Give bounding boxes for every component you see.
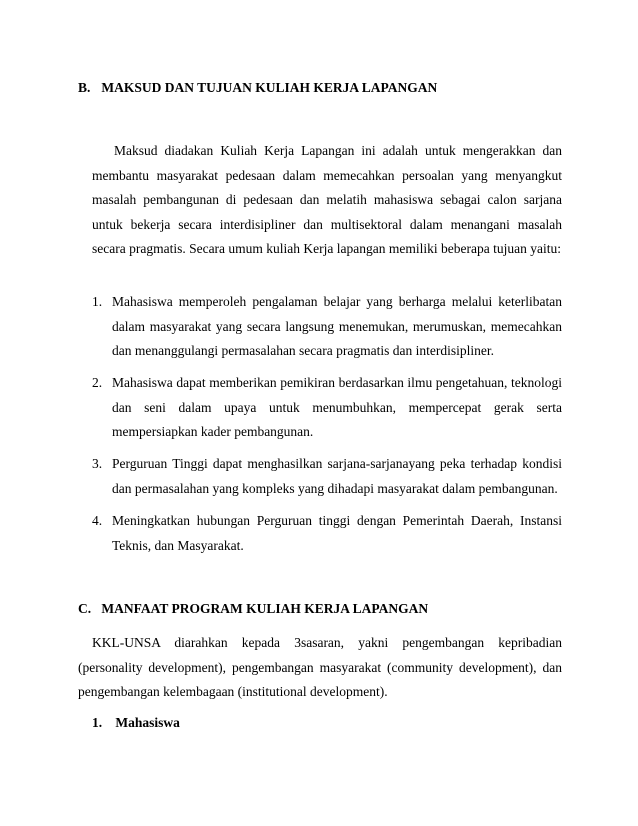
list-item-text: Mahasiswa dapat memberikan pemikiran berdasarkan ilmu pengetahuan, teknologi dan seni dalam upaya untuk menumbuhkan, mempercepat gerak serta mempersiapkan kader pembangunan. [112, 375, 562, 440]
section-b-number: B. [78, 80, 91, 95]
list-item [92, 509, 562, 558]
section-b-intro: Maksud diadakan Kuliah Kerja Lapangan ini adalah untuk mengerakkan dan membantu masyarakat pedesaan dalam memecahkan persoalan yang menyangkut masalah pembangunan di pedesaan dan melatih mahasiswa sebagai calon sarjana untuk bekerja secara interdisipliner dan multisektoral dalam menangani masalah secara pragmatis. Secara umum kuliah Kerja lapangan memiliki beberapa tujuan yaitu: [92, 143, 562, 257]
sub-heading-mahasiswa [92, 715, 180, 731]
section-b-heading [78, 80, 437, 96]
sub-heading-title: Mahasiswa [115, 715, 180, 730]
section-c-title: MANFAAT PROGRAM KULIAH KERJA LAPANGAN [101, 601, 429, 616]
list-item-text: Perguruan Tinggi dapat menghasilkan sarjana-sarjanayang peka terhadap kondisi dan permasalahan yang kompleks yang dihadapi masyarakat dalam pembangunan. [112, 456, 562, 496]
sub-heading-marker: 1. [92, 715, 103, 730]
list-item-text: Mahasiswa memperoleh pengalaman belajar yang berharga melalui keterlibatan dalam masyarakat yang secara langsung menemukan, merumuskan, memecahkan dan menanggulangi permasalahan secara pragmatis dan interdisipliner. [112, 294, 562, 359]
list-item [92, 452, 562, 501]
section-c-intro: KKL-UNSA diarahkan kepada 3sasaran, yakni pengembangan kepribadian (personality development), pengembangan masyarakat (community development), dan pengembangan kelembagaan (institutional development). [78, 635, 562, 700]
list-marker: 1. [92, 294, 103, 309]
list-item [92, 371, 562, 445]
list-marker: 2. [92, 375, 103, 390]
list-marker: 3. [92, 456, 103, 471]
list-item-text: Meningkatkan hubungan Perguruan tinggi dengan Pemerintah Daerah, Instansi Teknis, dan Masyarakat. [112, 513, 562, 553]
list-item [92, 290, 562, 364]
section-b-title: MAKSUD DAN TUJUAN KULIAH KERJA LAPANGAN [101, 80, 438, 95]
list-marker: 4. [92, 513, 103, 528]
section-c-heading [78, 601, 428, 617]
section-c-number: C. [78, 601, 92, 616]
